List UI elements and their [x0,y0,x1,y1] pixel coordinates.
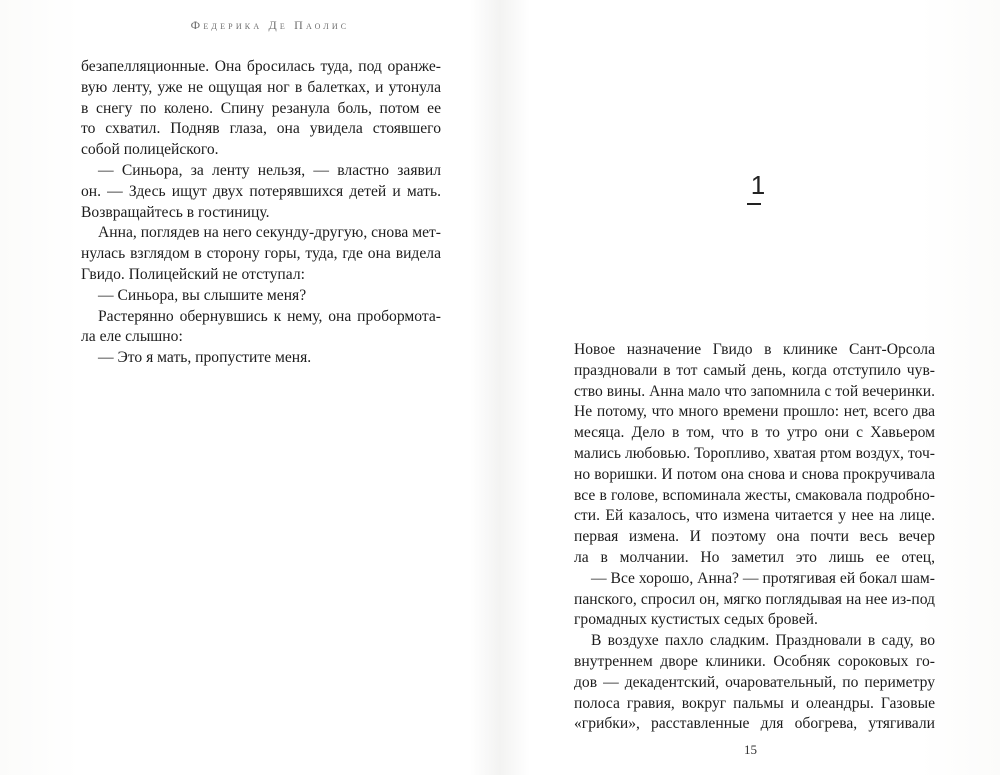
text-line: мались любовью. Торопливо, хватая ртом воздух, точ- [574,444,935,462]
text-line: нулась взглядом в сторону горы, туда, где она видела [81,245,441,263]
right-page-text [574,340,935,735]
text-line: месяца. Дело в том, что в то утро они с Хавьером [574,424,935,442]
text-line: Возвращайтесь в гостиницу. [81,203,270,221]
text-line: в снегу по колено. Спину резанула боль, потом ее [81,99,441,117]
left-page-text [81,57,441,369]
text-line: сти. Ей казалось, что измена читается у нее на лице. [574,507,935,525]
text-line: В воздухе пахло сладким. Праздновали в саду, во [591,632,935,650]
text-line: — Это я мать, пропустите меня. [98,349,312,367]
text-line: «грибки», расставленные для обогрева, утягивали [574,715,935,733]
text-line: Растерянно обернувшись к нему, она пробормота- [98,307,441,325]
text-line: внутреннем дворе клиники. Особняк сороковых го- [574,652,935,670]
text-line: — Синьора, вы слышите меня? [98,286,307,304]
page-number: 15 [744,742,757,757]
text-line: — Все хорошо, Анна? — протягивая ей бокал шам- [591,569,935,587]
text-line: громадных кустистых седых бровей. [574,611,818,629]
text-line: собой полицейского. [81,141,219,159]
text-line: Новое назначение Гвидо в клинике Сант-Орсола [574,341,935,358]
text-line: — Синьора, за ленту нельзя, — властно заявил [98,161,441,179]
text-line: безапелляционные. Она бросилась туда, под оранже- [81,58,441,75]
text-line: панского, спросил он, мягко поглядывая на нее из-под [574,590,935,608]
text-line: но воришки. И потом она снова и снова прокручивала [574,465,935,483]
text-line: все в голове, вспоминала жесты, смаковала подробно- [574,486,935,504]
text-line: первая измена. И поэтому она почти весь вечер [574,528,935,546]
text-line: Гвидо. Полицейский не отступал: [81,265,305,283]
text-line: вую ленту, уже не ощущая ног в балетках, и утонула [81,78,441,96]
running-head: Федерика Де Паолис [190,18,350,32]
text-line: Не потому, что много времени прошло: нет, всего два [574,403,935,421]
chapter-rule [747,203,761,205]
text-line: ла в молчании. Но заметил это лишь ее отец, [574,548,935,566]
text-line: Анна, поглядев на него секунду-другую, снова мет- [98,224,441,242]
right-page [500,0,1000,775]
text-line: дов — декадентский, очаровательный, по периметру [574,673,935,691]
text-line: то схватил. Подняв глаза, она увидела стоявшего [81,120,441,138]
chapter-number: 1 [750,170,766,200]
text-line: праздновали в тот самый день, когда отступило чув- [574,361,935,379]
text-line: он. — Здесь ищут двух потерявшихся детей и мать. [81,182,441,200]
text-line: ла еле слышно: [81,328,183,346]
text-line: ство вины. Анна мало что запомнила с той вечеринки. [574,382,935,400]
text-line: полоса гравия, вокруг пальмы и олеандры. Газовые [574,694,935,712]
